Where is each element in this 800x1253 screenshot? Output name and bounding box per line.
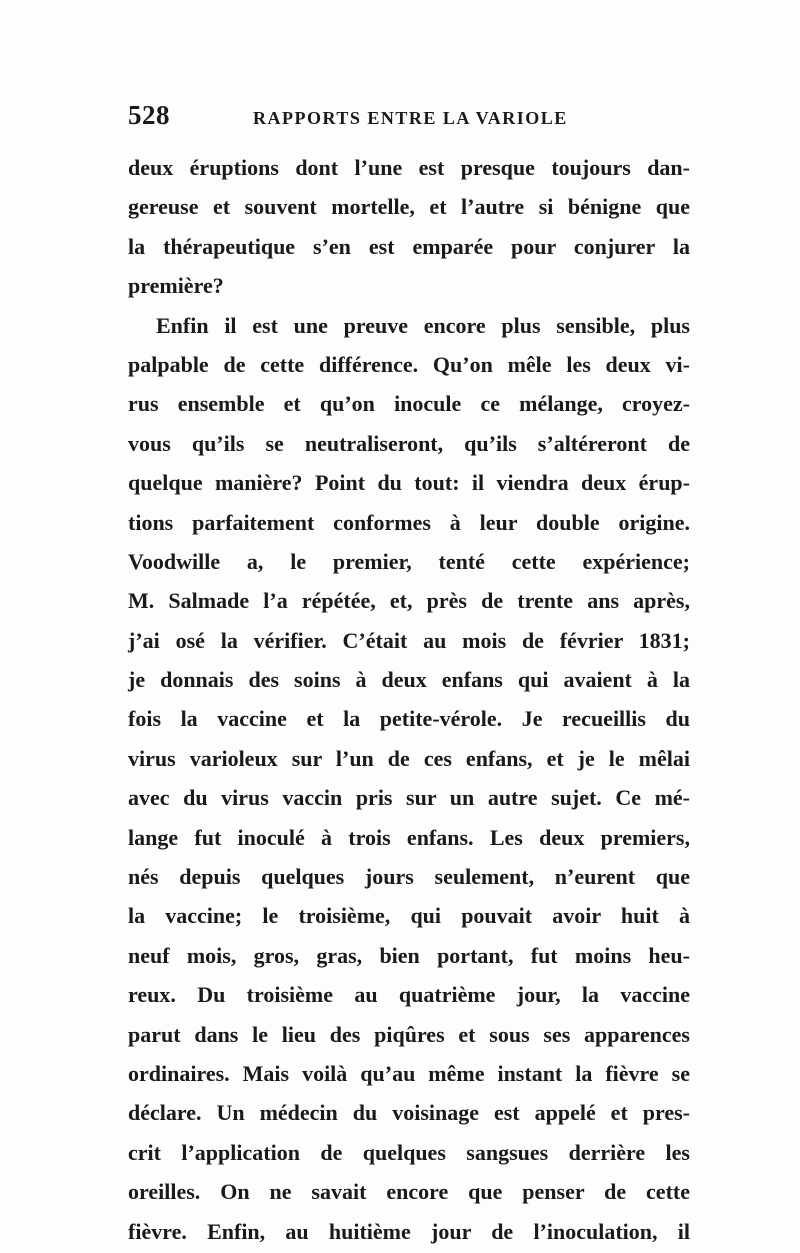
text-line: crit l’application de quelques sangsues derrière les	[128, 1139, 690, 1165]
page-header	[128, 100, 688, 140]
text-line: Voodwille a, le premier, tenté cette expérience;	[128, 548, 690, 574]
text-line: je donnais des soins à deux enfans qui avaient à la	[128, 667, 690, 693]
text-line: M. Salmade l’a répétée, et, près de trente ans après,	[128, 588, 690, 614]
text-line: j’ai osé la vérifier. C’était au mois de février 1831;	[128, 627, 690, 653]
text-line: rus ensemble et qu’on inocule ce mélange, croyez-	[128, 391, 690, 417]
text-line: Enfin il est une preuve encore plus sensible, plus	[156, 312, 690, 338]
text-line: palpable de cette différence. Qu’on mêle les deux vi-	[128, 351, 690, 377]
text-line: ordinaires. Mais voilà qu’au même instant la fièvre se	[128, 1060, 690, 1086]
text-line: oreilles. On ne savait encore que penser de cette	[128, 1179, 690, 1205]
text-line: nés depuis quelques jours seulement, n’eurent que	[128, 864, 690, 890]
page-number: 528	[128, 100, 170, 130]
body-text	[128, 148, 690, 1251]
text-line: parut dans le lieu des piqûres et sous ses apparences	[128, 1021, 690, 1047]
text-line: virus varioleux sur l’un de ces enfans, et je le mêlai	[128, 745, 690, 771]
text-line: déclare. Un médecin du voisinage est appelé et pres-	[128, 1100, 690, 1126]
text-line: gereuse et souvent mortelle, et l’autre si bénigne que	[128, 194, 690, 220]
text-line: avec du virus vaccin pris sur un autre sujet. Ce mé-	[128, 785, 690, 811]
text-line: neuf mois, gros, gras, bien portant, fut moins heu-	[128, 942, 690, 968]
text-line: quelque manière? Point du tout: il viendra deux érup-	[128, 470, 690, 496]
text-line: première?	[128, 273, 224, 299]
text-line: la thérapeutique s’en est emparée pour conjurer la	[128, 233, 690, 259]
text-line: lange fut inoculé à trois enfans. Les deux premiers,	[128, 824, 690, 850]
text-line: fièvre. Enfin, au huitième jour de l’inoculation, il	[128, 1218, 690, 1244]
text-line: reux. Du troisième au quatrième jour, la vaccine	[128, 982, 690, 1008]
text-line: fois la vaccine et la petite-vérole. Je recueillis du	[128, 706, 690, 732]
running-title: RAPPORTS ENTRE LA VARIOLE	[253, 108, 568, 128]
text-line: deux éruptions dont l’une est presque toujours dan-	[128, 155, 690, 180]
text-line: tions parfaitement conformes à leur double origine.	[128, 509, 690, 535]
text-line: la vaccine; le troisième, qui pouvait avoir huit à	[128, 903, 690, 929]
text-line: vous qu’ils se neutraliseront, qu’ils s’altéreront de	[128, 430, 690, 456]
